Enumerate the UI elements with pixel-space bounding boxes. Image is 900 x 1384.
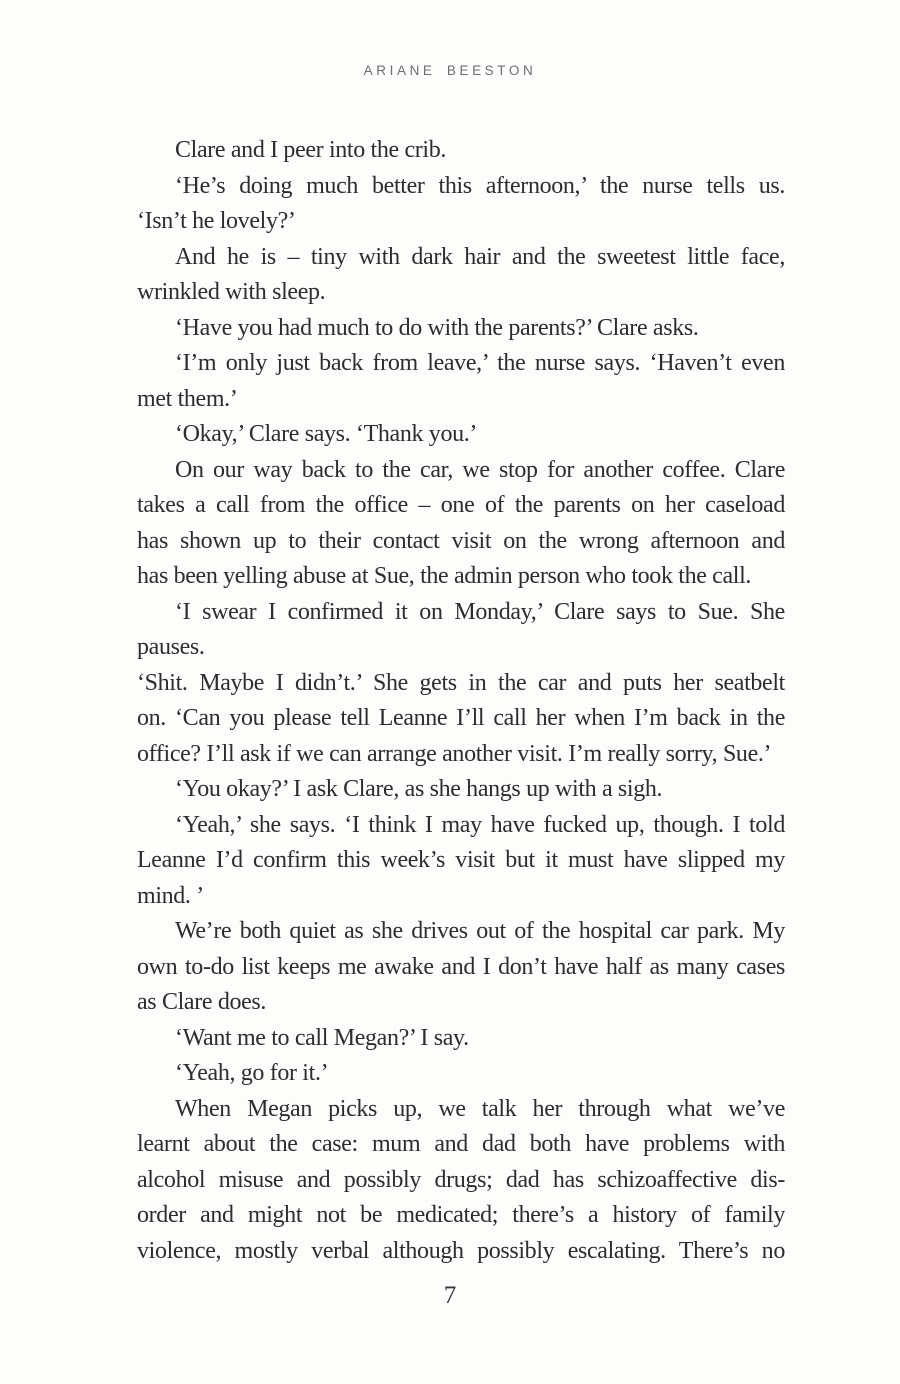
- text-line: violence, mostly verbal although possibly escalating. There’s no: [137, 1237, 785, 1264]
- page-body-text: [137, 133, 785, 1269]
- text-line: has shown up to their contact visit on the wrong afternoon and: [137, 527, 785, 554]
- text-line: Leanne I’d confirm this week’s visit but it must have slipped my: [137, 847, 785, 873]
- paragraph: [137, 240, 785, 311]
- paragraph: [137, 914, 785, 1021]
- paragraph: [137, 169, 785, 240]
- text-line: ‘Isn’t he lovely?’: [137, 208, 296, 234]
- text-line: ‘You okay?’ I ask Clare, as she hangs up with a sigh.: [175, 776, 663, 802]
- text-line: ‘I swear I confirmed it on Monday,’ Clare says to Sue. She pauses.: [137, 598, 785, 660]
- paragraph: [137, 133, 785, 169]
- text-line: on. ‘Can you please tell Leanne I’ll call her when I’m back in the: [137, 705, 785, 731]
- text-line: ‘Yeah, go for it.’: [175, 1060, 329, 1086]
- text-line: office? I’ll ask if we can arrange another visit. I’m really sorry, Sue.’: [137, 740, 772, 767]
- paragraph: [137, 346, 785, 417]
- text-line: ‘He’s doing much better this afternoon,’ the nurse tells us.: [175, 172, 785, 199]
- text-line: We’re both quiet as she drives out of the hospital car park. My: [175, 918, 785, 944]
- text-line: Clare and I peer into the crib.: [175, 137, 447, 163]
- text-line: ‘Yeah,’ she says. ‘I think I may have fucked up, though. I told: [175, 811, 785, 838]
- text-line: mind. ’: [137, 882, 204, 909]
- paragraph: [137, 595, 785, 773]
- page-number: 7: [443, 1282, 457, 1309]
- text-line: On our way back to the car, we stop for another coffee. Clare: [175, 456, 785, 483]
- paragraph: [137, 453, 785, 595]
- text-line: ‘Want me to call Megan?’ I say.: [175, 1024, 469, 1051]
- paragraph: [137, 417, 785, 453]
- text-line: met them.’: [137, 385, 238, 412]
- text-line: alcohol misuse and possibly drugs; dad has schizoaffective dis-: [137, 1166, 785, 1193]
- text-line: ‘Shit. Maybe I didn’t.’ She gets in the car and puts her seatbelt: [137, 669, 785, 696]
- paragraph: [137, 772, 785, 808]
- text-line: own to-do list keeps me awake and I don’t have half as many cases: [137, 953, 785, 980]
- text-line: order and might not be medicated; there’s a history of family: [137, 1202, 785, 1228]
- text-line: has been yelling abuse at Sue, the admin person who took the call.: [137, 563, 752, 589]
- text-line: ‘Have you had much to do with the parents?’ Clare asks.: [175, 314, 699, 341]
- text-line: And he is – tiny with dark hair and the sweetest little face,: [175, 243, 785, 270]
- text-line: ‘Okay,’ Clare says. ‘Thank you.’: [175, 421, 478, 447]
- text-line: learnt about the case: mum and dad both have problems with: [137, 1131, 785, 1157]
- text-line: as Clare does.: [137, 989, 267, 1015]
- text-line: ‘I’m only just back from leave,’ the nurse says. ‘Haven’t even: [175, 350, 785, 376]
- text-line: takes a call from the office – one of the parents on her caseload: [137, 492, 785, 518]
- text-line: wrinkled with sleep.: [137, 279, 326, 305]
- paragraph: [137, 808, 785, 915]
- paragraph: [137, 1021, 785, 1057]
- paragraph: [137, 311, 785, 347]
- text-line: When Megan picks up, we talk her through what we’ve: [175, 1095, 785, 1122]
- paragraph: [137, 1056, 785, 1092]
- running-header: ARIANE BEESTON: [363, 63, 537, 78]
- paragraph: [137, 1092, 785, 1270]
